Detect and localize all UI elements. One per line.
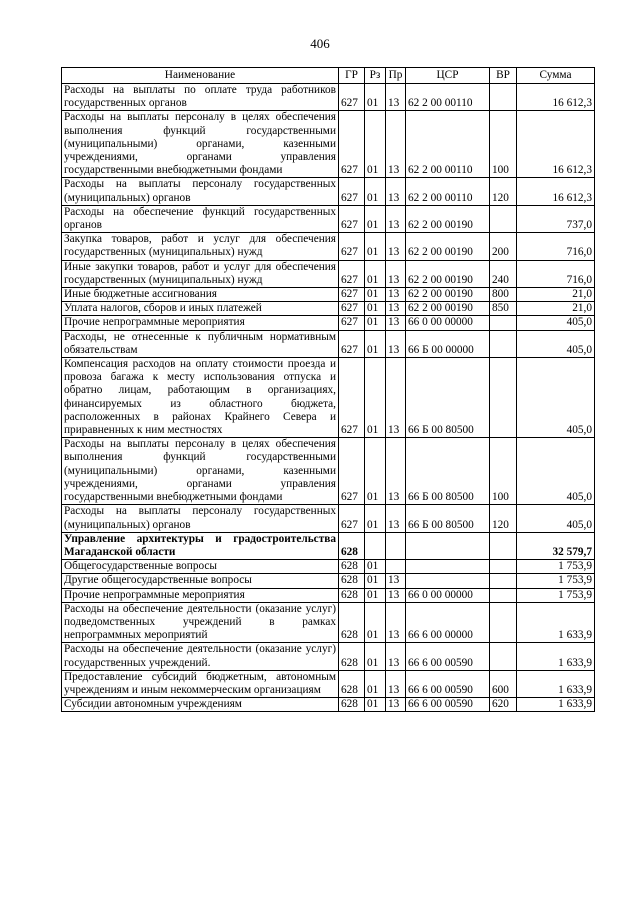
row-vr: [490, 588, 517, 602]
row-gr: 627: [339, 205, 365, 232]
row-rz: 01: [365, 302, 386, 316]
row-name: Расходы на выплаты персоналу государственных (муниципальных) органов: [62, 505, 339, 532]
row-pr: 13: [386, 260, 406, 287]
row-name: Общегосударственные вопросы: [62, 560, 339, 574]
row-csr: 66 Б 00 00000: [406, 330, 490, 357]
row-vr: [490, 560, 517, 574]
row-csr: 62 2 00 00190: [406, 260, 490, 287]
row-rz: 01: [365, 178, 386, 205]
row-csr: 66 6 00 00000: [406, 602, 490, 643]
table-header-row: [62, 68, 595, 84]
row-vr: 600: [490, 670, 517, 697]
row-rz: 01: [365, 316, 386, 330]
row-vr: [490, 316, 517, 330]
row-gr: 627: [339, 260, 365, 287]
row-sum: 716,0: [517, 260, 595, 287]
row-csr: 62 2 00 00190: [406, 205, 490, 232]
row-name: Иные закупки товаров, работ и услуг для обеспечения государственных (муниципальных) нужд: [62, 260, 339, 287]
row-name: Прочие непрограммные мероприятия: [62, 588, 339, 602]
table-row: [62, 316, 595, 330]
row-csr: 66 Б 00 80500: [406, 505, 490, 532]
row-csr: 62 2 00 00110: [406, 84, 490, 111]
row-name: Закупка товаров, работ и услуг для обеспечения государственных (муниципальных) нужд: [62, 233, 339, 260]
row-sum: 32 579,7: [517, 532, 595, 559]
row-gr: 627: [339, 84, 365, 111]
table-row: [62, 178, 595, 205]
row-gr: 627: [339, 358, 365, 438]
row-rz: 01: [365, 602, 386, 643]
row-sum: 21,0: [517, 302, 595, 316]
row-pr: [386, 560, 406, 574]
row-name: Управление архитектуры и градостроительства Магаданской области: [62, 532, 339, 559]
row-name: Расходы на выплаты персоналу в целях обеспечения выполнения функций государственными (муниципальными) органами, казенными учреждениями, органами управления государственными внебюджетными фондами: [62, 438, 339, 505]
row-name: Расходы на обеспечение функций государственных органов: [62, 205, 339, 232]
row-csr: 66 0 00 00000: [406, 316, 490, 330]
row-sum: 16 612,3: [517, 111, 595, 178]
row-pr: 13: [386, 358, 406, 438]
budget-table: [61, 67, 595, 712]
row-vr: 100: [490, 111, 517, 178]
row-vr: 800: [490, 288, 517, 302]
row-name: Расходы на выплаты персоналу в целях обеспечения выполнения функций государственными (муниципальными) органами, казенными учреждениями, органами управления государственными внебюджетными фондами: [62, 111, 339, 178]
row-gr: 627: [339, 178, 365, 205]
row-gr: 628: [339, 643, 365, 670]
row-rz: 01: [365, 588, 386, 602]
table-row: [62, 288, 595, 302]
row-name: Субсидии автономным учреждениям: [62, 698, 339, 712]
row-gr: 627: [339, 302, 365, 316]
row-gr: 628: [339, 602, 365, 643]
row-sum: 405,0: [517, 358, 595, 438]
row-name: Расходы на выплаты персоналу государственных (муниципальных) органов: [62, 178, 339, 205]
row-rz: 01: [365, 233, 386, 260]
row-gr: 627: [339, 438, 365, 505]
row-csr: 66 6 00 00590: [406, 670, 490, 697]
row-sum: 21,0: [517, 288, 595, 302]
row-gr: 627: [339, 316, 365, 330]
row-vr: 620: [490, 698, 517, 712]
row-name: Предоставление субсидий бюджетным, автономным учреждениям и иным некоммерческим организациям: [62, 670, 339, 697]
row-rz: 01: [365, 574, 386, 588]
table-row: [62, 260, 595, 287]
row-csr: 66 Б 00 80500: [406, 438, 490, 505]
row-rz: 01: [365, 330, 386, 357]
table-row: [62, 670, 595, 697]
row-pr: 13: [386, 330, 406, 357]
row-csr: [406, 574, 490, 588]
table-row: [62, 438, 595, 505]
row-vr: [490, 574, 517, 588]
row-vr: [490, 330, 517, 357]
row-name: Иные бюджетные ассигнования: [62, 288, 339, 302]
row-csr: 66 0 00 00000: [406, 588, 490, 602]
row-rz: 01: [365, 288, 386, 302]
row-vr: [490, 358, 517, 438]
row-gr: 627: [339, 330, 365, 357]
row-rz: 01: [365, 84, 386, 111]
table-row: [62, 574, 595, 588]
row-csr: 62 2 00 00190: [406, 302, 490, 316]
row-vr: [490, 84, 517, 111]
row-pr: 13: [386, 670, 406, 697]
table-row: [62, 505, 595, 532]
row-gr: 628: [339, 560, 365, 574]
row-sum: 1 753,9: [517, 560, 595, 574]
row-sum: 1 633,9: [517, 643, 595, 670]
row-vr: 240: [490, 260, 517, 287]
row-name: Уплата налогов, сборов и иных платежей: [62, 302, 339, 316]
row-pr: 13: [386, 505, 406, 532]
row-name: Расходы, не отнесенные к публичным нормативным обязательствам: [62, 330, 339, 357]
row-sum: 405,0: [517, 316, 595, 330]
row-rz: 01: [365, 438, 386, 505]
row-csr: 62 2 00 00190: [406, 233, 490, 260]
row-pr: 13: [386, 302, 406, 316]
row-sum: 737,0: [517, 205, 595, 232]
table-row: [62, 560, 595, 574]
header-sum: Сумма: [517, 68, 595, 84]
row-gr: 628: [339, 588, 365, 602]
row-name: Компенсация расходов на оплату стоимости проезда и провоза багажа к месту использования отпуска и обратно лицам, работающим в организациях, финансируемых из областного бюджета, расположенных в районах Крайнего Севера и приравненных к ним местностях: [62, 358, 339, 438]
row-sum: 405,0: [517, 438, 595, 505]
row-csr: [406, 532, 490, 559]
row-name: Расходы на обеспечение деятельности (оказание услуг) подведомственных учреждений в рамках непрограммных мероприятий: [62, 602, 339, 643]
row-pr: 13: [386, 643, 406, 670]
row-sum: 16 612,3: [517, 178, 595, 205]
table-row: [62, 602, 595, 643]
row-vr: 200: [490, 233, 517, 260]
row-rz: [365, 532, 386, 559]
header-gr: ГР: [339, 68, 365, 84]
table-row: [62, 358, 595, 438]
row-gr: 628: [339, 698, 365, 712]
row-pr: 13: [386, 288, 406, 302]
header-rz: Рз: [365, 68, 386, 84]
row-pr: 13: [386, 84, 406, 111]
row-vr: 120: [490, 178, 517, 205]
row-csr: 66 6 00 00590: [406, 643, 490, 670]
row-vr: 120: [490, 505, 517, 532]
row-rz: 01: [365, 205, 386, 232]
row-csr: 66 Б 00 80500: [406, 358, 490, 438]
row-gr: 627: [339, 233, 365, 260]
row-rz: 01: [365, 111, 386, 178]
row-csr: 62 2 00 00190: [406, 288, 490, 302]
row-vr: 100: [490, 438, 517, 505]
table-row: [62, 588, 595, 602]
table-row: [62, 643, 595, 670]
row-name: Другие общегосударственные вопросы: [62, 574, 339, 588]
header-csr: ЦСР: [406, 68, 490, 84]
row-vr: 850: [490, 302, 517, 316]
row-pr: 13: [386, 111, 406, 178]
row-vr: [490, 602, 517, 643]
row-pr: 13: [386, 588, 406, 602]
row-name: Расходы на обеспечение деятельности (оказание услуг) государственных учреждений.: [62, 643, 339, 670]
row-pr: 13: [386, 316, 406, 330]
row-sum: 1 753,9: [517, 574, 595, 588]
row-csr: 66 6 00 00590: [406, 698, 490, 712]
header-name: Наименование: [62, 68, 339, 84]
row-rz: 01: [365, 698, 386, 712]
row-sum: 716,0: [517, 233, 595, 260]
row-sum: 1 633,9: [517, 602, 595, 643]
row-sum: 16 612,3: [517, 84, 595, 111]
row-sum: 1 633,9: [517, 670, 595, 697]
row-rz: 01: [365, 643, 386, 670]
row-sum: 405,0: [517, 505, 595, 532]
table-row: [62, 330, 595, 357]
row-vr: [490, 205, 517, 232]
table-row: [62, 205, 595, 232]
row-pr: 13: [386, 233, 406, 260]
row-rz: 01: [365, 560, 386, 574]
row-csr: 62 2 00 00110: [406, 111, 490, 178]
row-gr: 627: [339, 111, 365, 178]
row-pr: 13: [386, 438, 406, 505]
row-gr: 627: [339, 505, 365, 532]
table-row: [62, 84, 595, 111]
row-rz: 01: [365, 358, 386, 438]
row-pr: 13: [386, 205, 406, 232]
row-sum: 1 753,9: [517, 588, 595, 602]
table-row: [62, 302, 595, 316]
row-vr: [490, 643, 517, 670]
table-row: [62, 698, 595, 712]
header-pr: Пр: [386, 68, 406, 84]
table-row: [62, 111, 595, 178]
row-name: Расходы на выплаты по оплате труда работников государственных органов: [62, 84, 339, 111]
row-pr: 13: [386, 574, 406, 588]
row-rz: 01: [365, 670, 386, 697]
row-rz: 01: [365, 505, 386, 532]
row-rz: 01: [365, 260, 386, 287]
row-sum: 1 633,9: [517, 698, 595, 712]
row-gr: 628: [339, 670, 365, 697]
row-csr: 62 2 00 00110: [406, 178, 490, 205]
row-name: Прочие непрограммные мероприятия: [62, 316, 339, 330]
row-pr: 13: [386, 602, 406, 643]
row-gr: 627: [339, 288, 365, 302]
row-pr: 13: [386, 178, 406, 205]
table-row: [62, 532, 595, 559]
row-vr: [490, 532, 517, 559]
page-number: 406: [310, 36, 330, 51]
row-pr: [386, 532, 406, 559]
row-pr: 13: [386, 698, 406, 712]
table-row: [62, 233, 595, 260]
row-sum: 405,0: [517, 330, 595, 357]
header-vr: ВР: [490, 68, 517, 84]
row-gr: 628: [339, 574, 365, 588]
row-csr: [406, 560, 490, 574]
row-gr: 628: [339, 532, 365, 559]
